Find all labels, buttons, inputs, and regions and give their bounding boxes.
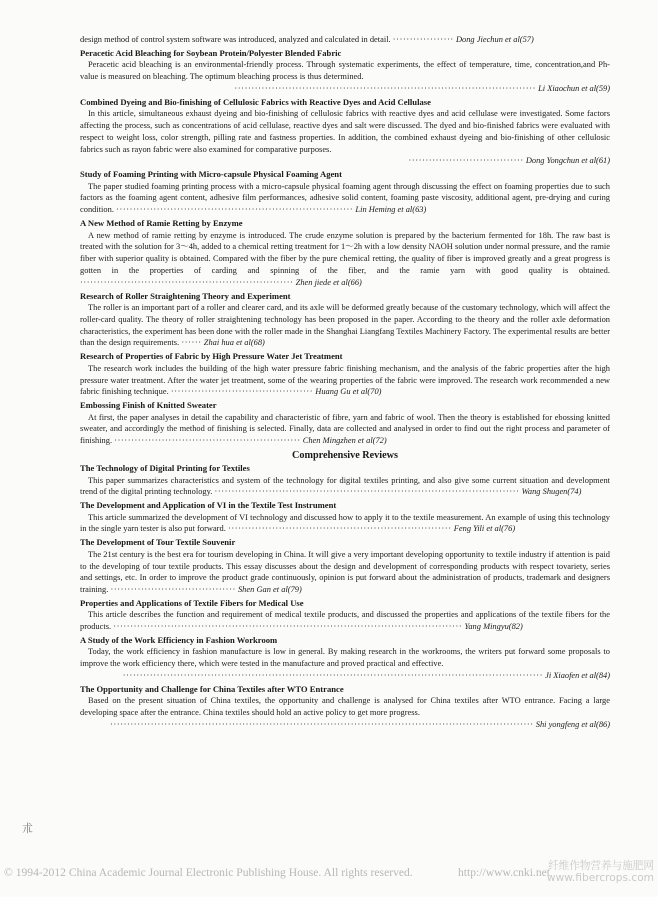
abstract-body: Based on the present situation of China textiles, the opportunity and challenge is analysed for China textiles after WTO entrance. Facing a large developing space after the entrance. China textiles should hold an active policy to get more progress. xyxy=(80,696,610,718)
author-page-ref: Huang Gu et al(70) xyxy=(315,387,382,397)
abstract-text xyxy=(80,230,610,289)
abstract-entry xyxy=(80,400,610,447)
leader-dots: ·································································· xyxy=(227,524,452,534)
abstract-body: The 21st century is the best era for tourism developing in China. It will give a very important developing opportunity to textile industry if attention is paid to the developing of tour textile products. This essay discusses about the design and development of corresponding products with respect tovariety, series and settings, etc. In order to improve the product grade continuously, opinion is put forward about the administration of products, trademark and designers training. xyxy=(80,549,610,595)
watermark xyxy=(538,860,654,884)
abstract-text xyxy=(80,59,610,83)
abstract-entry xyxy=(80,291,610,350)
author-page-ref: Dong Yongchun et al(61) xyxy=(525,156,610,166)
abstract-body: In this article, simultaneous exhaust dyeing and bio-finishing of cellulosic fabrics with reactive dyes and acid cellulase were investigated. Some factors affecting the process, such as concentrations of acid cellulase, reactive dyes and salt were discussed. The dyed and bio-finished fabrics were evaluated with respect to weight loss, color strength, pilling rate and fastness properties. In addition, the combined exhaust dyeing and bio-finishing of other cellulosic fabrics such as rayon fabric were also examined for comparative purposes. xyxy=(80,109,610,154)
leader-dots: ·························································································· xyxy=(214,487,520,497)
cnki-link[interactable]: http://www.cnki.net xyxy=(458,866,550,879)
leader-dots: ······································································ xyxy=(116,205,354,215)
article-title: Peracetic Acid Bleaching for Soybean Protein/Polyester Blended Fabric xyxy=(80,47,342,58)
author-page-ref: Shen Gan et al(79) xyxy=(237,585,302,595)
author-page-ref: Lin Heming et al(63) xyxy=(355,205,427,215)
author-page-ref: Dong Jiechun et al(57) xyxy=(455,35,534,44)
abstract-entry xyxy=(80,463,610,498)
leader-dots: ························································································· xyxy=(234,83,537,93)
abstract-text xyxy=(80,475,610,499)
abstract-body: The paper studied foaming printing process with a micro-capsule physical foaming agent through discussing the effect on foaming properties due to such factors as the foaming agent content, adhesive film performances, adhesive solid content, foaming paste viscosity, additional agent, pre-drying and curing condition. xyxy=(80,181,610,215)
abstract-text xyxy=(80,181,610,216)
abstract-body: This article describes the function and requirement of medical textile products, and discussed the properties and applications of the textile fibers for the products. xyxy=(80,610,610,632)
abstract-page xyxy=(80,34,610,733)
leader-dots: ····································· xyxy=(110,585,236,595)
leader-dots: ·········································· xyxy=(170,387,314,397)
article-title: A New Method of Ramie Retting by Enzyme xyxy=(80,218,243,229)
abstract-entry xyxy=(80,684,610,731)
copyright-notice: © 1994-2012 China Academic Journal Electronic Publishing House. All rights reserved. xyxy=(4,866,413,879)
reference-line xyxy=(80,83,610,95)
reference-line xyxy=(80,719,610,731)
abstract-body: A new method of ramie retting by enzyme is introduced. The crude enzyme solution is prepared by the bacterium fermented for 18h. The raw bast is treated with the solution for 3～4h, added to a chemical retting treatment for 1～2h with a low density NAOH solution under normal pressure, and the ramie fiber with superior quality is obtained. Compared with the fiber by the pure chemical retting, the quality of fiber is improved greatly and a great progress is gotten in the properties of carding and spinning of the fiber, and the ramie yarn with good quality is obtained. xyxy=(80,230,610,275)
author-page-ref: Yang Mingyu(82) xyxy=(464,622,523,632)
author-page-ref: Wang Shugen(74) xyxy=(521,487,582,497)
abstract-entry xyxy=(80,351,610,398)
abstract-text xyxy=(80,646,610,670)
abstract-entry xyxy=(80,218,610,288)
article-title: The Technology of Digital Printing for Textiles xyxy=(80,463,250,474)
abstract-text xyxy=(80,609,610,633)
article-title: The Development and Application of VI in the Textile Test Instrument xyxy=(80,500,337,511)
author-page-ref: Ji Xiaofen et al(84) xyxy=(545,671,610,681)
abstract-entry xyxy=(80,500,610,535)
abstract-text xyxy=(80,108,610,155)
abstract-body: The research work includes the building of the high water pressure fabric finishing mechanism, and the analysis of the fabric properties after the high pressure water treatment. After the water jet treatment, some of the wearing properties of the fabric were improved. The research work recommended a new fabric finishing technique. xyxy=(80,363,610,397)
leader-dots: ······················································· xyxy=(114,436,301,446)
abstract-entry xyxy=(80,97,610,167)
article-title: Properties and Applications of Textile Fibers for Medical Use xyxy=(80,597,304,608)
author-page-ref: Feng Yili et al(76) xyxy=(453,524,516,534)
abstract-text xyxy=(80,549,610,596)
scan-artifact: 朮 xyxy=(22,823,33,835)
abstract-text xyxy=(80,412,610,447)
article-title: Embossing Finish of Knitted Sweater xyxy=(80,400,217,411)
leader-dots: ······························································· xyxy=(80,277,294,287)
article-title: Research of Roller Straightening Theory and Experiment xyxy=(80,290,291,301)
article-title: A Study of the Work Efficiency in Fashion Workroom xyxy=(80,634,278,645)
author-page-ref: Chen Mingzhen et al(72) xyxy=(302,436,387,446)
abstract-body: At first, the paper analyses in detail the capability and characteristic of fibre, yarn and fabric of wool. Then the theory is established for ebossing knitted sweater, and accordingly the method of finishing is selected. Finally, data are collected and analysed in order to find out the right process and parameter of finishing. xyxy=(80,412,610,446)
reference-line xyxy=(80,670,610,682)
abstract-entry xyxy=(80,635,610,682)
abstract-body: Today, the work efficiency in fashion manufacture is low in general. By making research in the workrooms, the writers put forward some proposals to improve the work efficiency there, which were tested in the manufacture and proved practical and effective. xyxy=(80,647,610,669)
abstract-entry xyxy=(80,34,610,46)
leader-dots: ······ xyxy=(181,338,202,348)
section-heading: Comprehensive Reviews xyxy=(292,450,398,462)
leader-dots: ···························································································································· xyxy=(122,671,544,681)
page-footer xyxy=(0,860,658,884)
reference-line xyxy=(80,155,610,167)
abstract-text xyxy=(80,695,610,719)
abstract-entry xyxy=(80,537,610,596)
abstract-text xyxy=(80,302,610,349)
abstract-body: This paper summarizes characteristics and system of the technology for digital textiles printing, and also give some current situation and development trend of the digital printing technology. xyxy=(80,475,610,497)
abstract-entry xyxy=(80,598,610,633)
abstract-body: Peracetic acid bleaching is an environmental-friendly process. Through systematic experiments, the effect of temperature, time, concentration,and Ph-value is measured on bleaching. The optimum bleaching process is thus determined. xyxy=(80,60,610,82)
leader-dots: ·················· xyxy=(392,35,454,44)
watermark-line-1: 纤维作物营养与施肥网 xyxy=(548,860,654,872)
author-page-ref: Zhai hua et al(68) xyxy=(203,338,265,348)
abstract-entry xyxy=(80,48,610,95)
author-page-ref: Li Xiaochun et al(59) xyxy=(538,83,610,93)
author-page-ref: Zhen jiede et al(66) xyxy=(295,277,362,287)
abstract-entry xyxy=(80,169,610,216)
author-page-ref: Shi yongfeng et al(86) xyxy=(535,719,610,729)
abstract-text xyxy=(80,363,610,398)
leader-dots: ······································································································· xyxy=(113,622,463,632)
article-title: The Development of Tour Textile Souvenir xyxy=(80,537,236,548)
leader-dots: ····························································································································· xyxy=(110,719,534,729)
article-title: Study of Foaming Printing with Micro-capsule Physical Foaming Agent xyxy=(80,169,342,180)
abstract-body: The roller is an important part of a roller and clearer card, and its axle will be deformed greatly because of the customary technology, which will affect the roller-card quality. The theory of roller straightening technology has been proposed in the paper. According to the theory and the roller axle deformation characteristics, the experiment has been done with the roller made in the Shanghai Liangfang Textiles Machinery Factory. The experimental results are better than the design requirements. xyxy=(80,303,610,348)
abstract-text xyxy=(80,512,610,536)
abstract-text xyxy=(80,34,610,46)
article-title: Research of Properties of Fabric by High Pressure Water Jet Treatment xyxy=(80,351,343,362)
abstract-body: This article summarized the development of VI technology and discussed how to apply it to the textile measurement. An example of using this technology in the single yarn tester is also put forward. xyxy=(80,512,610,534)
article-title: Combined Dyeing and Bio-finishing of Cellulosic Fabrics with Reactive Dyes and Acid Cellulase xyxy=(80,96,431,107)
abstract-body: design method of control system software was introduced, analyzed and calculated in detail. xyxy=(80,35,391,44)
watermark-line-2: www.fibercrops.com xyxy=(546,872,654,884)
leader-dots: ·································· xyxy=(408,156,524,166)
article-title: The Opportunity and Challenge for China Textiles after WTO Entrance xyxy=(80,683,344,694)
